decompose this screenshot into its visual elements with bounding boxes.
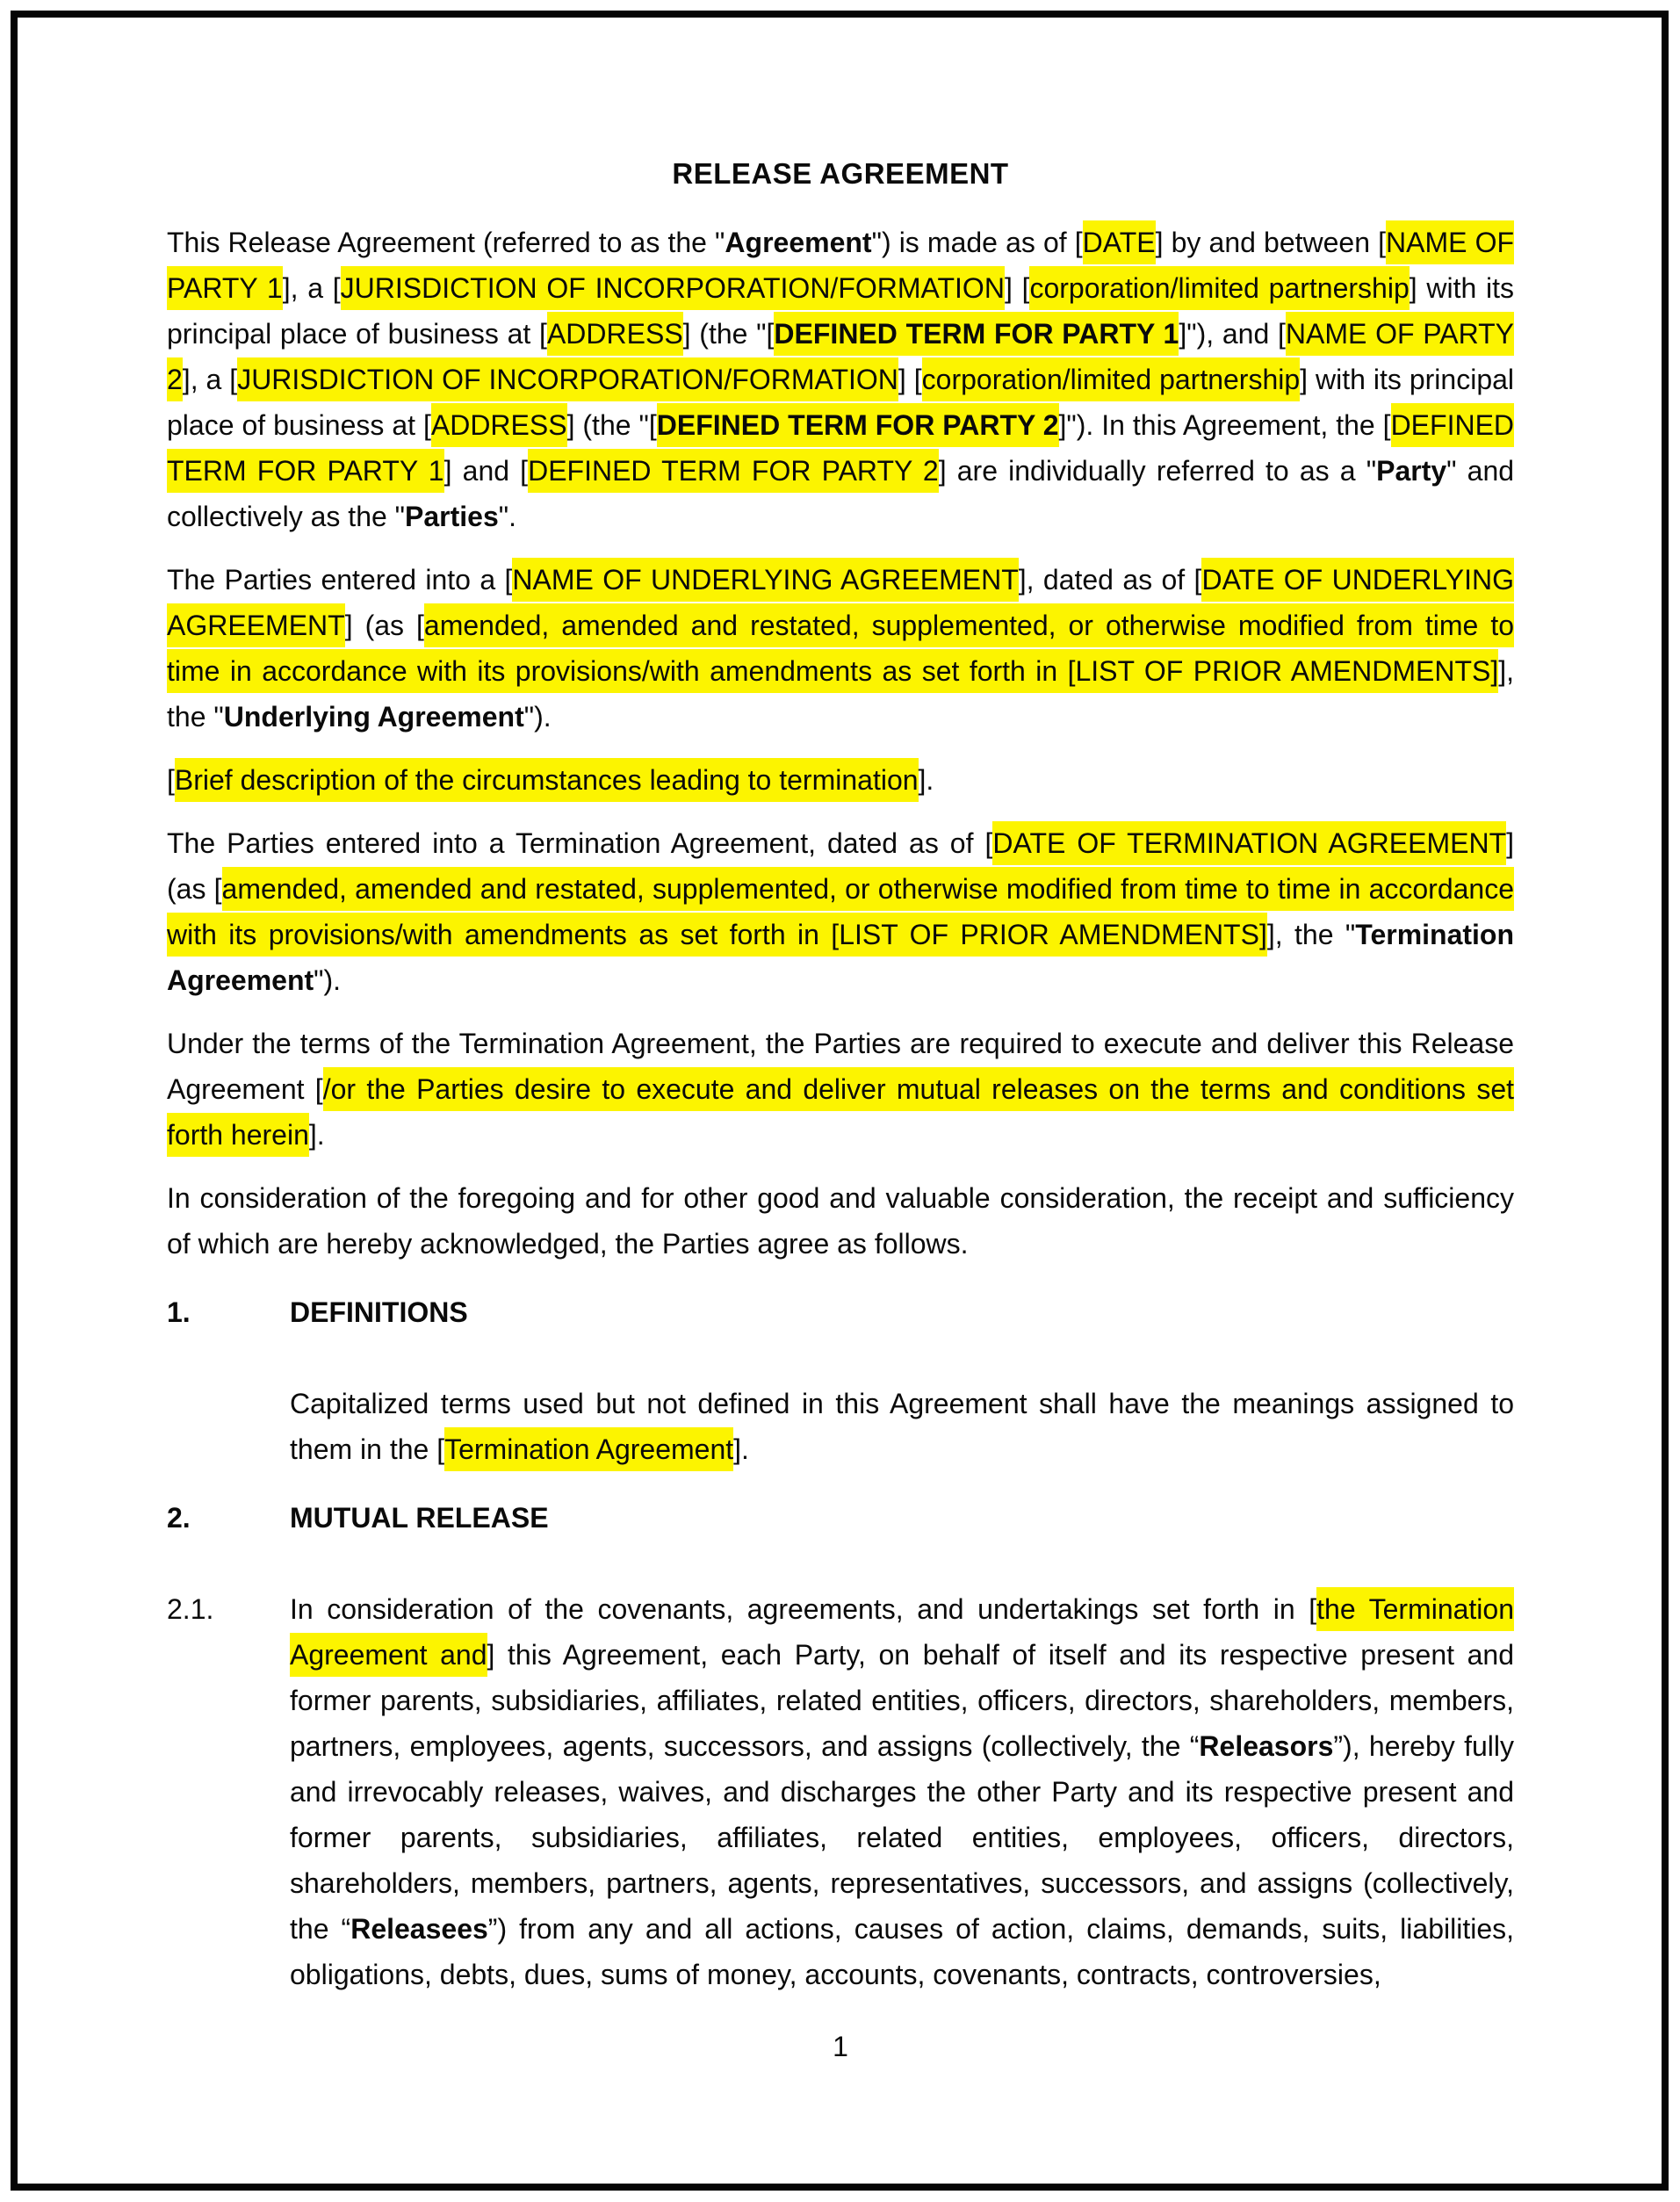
highlighted-placeholder: JURISDICTION OF INCORPORATION/FORMATION	[341, 266, 1005, 310]
text-segment: [	[167, 764, 175, 796]
underlying-agreement-paragraph	[167, 557, 1514, 740]
text-segment: The Parties entered into a Termination Agreement, dated as of [	[167, 827, 993, 859]
text-segment: ] [	[898, 364, 922, 395]
text-segment: ], dated as of [	[1018, 564, 1202, 596]
text-segment: ] this Agreement, each Party, on behalf of itself and its respective present and former parents, subsidiaries, affiliates, related entities, officers, directors, shareholders, members, partners, employees, agents, successors, and assigns (collectively, the “	[290, 1639, 1515, 1762]
highlighted-placeholder: DATE	[1083, 220, 1156, 264]
highlighted-placeholder: amended, amended and restated, supplemented, or otherwise modified from time to time in accordance with its provisions/with amendments as set forth in [LIST OF PRIOR AMENDMENTS]	[167, 603, 1514, 693]
text-segment: Capitalized terms used but not defined in this Agreement shall have the meanings assigned to them in the [	[290, 1388, 1514, 1465]
defined-term: Underlying Agreement	[223, 701, 524, 733]
section-number: 2.	[167, 1502, 191, 1534]
highlighted-placeholder: DEFINED TERM FOR PARTY 1	[167, 403, 1514, 493]
text-segment: ].	[308, 1119, 325, 1151]
highlighted-placeholder: corporation/limited partnership	[1029, 266, 1409, 310]
highlighted-placeholder: DATE OF TERMINATION AGREEMENT	[992, 821, 1506, 865]
text-segment: ").	[314, 964, 342, 996]
text-segment: This Release Agreement (referred to as the "	[167, 227, 725, 258]
highlighted-placeholder: DEFINED TERM FOR PARTY 2	[657, 403, 1059, 447]
defined-term: Termination Agreement	[167, 919, 1515, 996]
document-content	[18, 18, 1662, 2069]
defined-term: Releasors	[1199, 1730, 1334, 1762]
highlighted-placeholder: corporation/limited partnership	[922, 357, 1301, 401]
section-title: MUTUAL RELEASE	[290, 1502, 549, 1534]
document-body	[167, 220, 1514, 1997]
text-segment: The Parties entered into a [	[167, 564, 513, 596]
clause-2-1	[167, 1586, 1514, 1997]
text-segment: ], the "	[167, 655, 1514, 733]
text-segment: ]"). In this Agreement, the [	[1058, 409, 1391, 441]
highlighted-placeholder: NAME OF UNDERLYING AGREEMENT	[512, 558, 1018, 602]
text-segment: ”) from any and all actions, causes of action, claims, demands, suits, liabilities, obligations, debts, dues, sums of money, accounts, covenants, contracts, controversies,	[290, 1913, 1515, 1990]
section-number: 1.	[167, 1296, 191, 1328]
text-segment: ], a [	[182, 364, 238, 395]
highlighted-placeholder: DATE OF UNDERLYING AGREEMENT	[167, 558, 1514, 647]
defined-term: Party	[1376, 455, 1447, 487]
clause-number: 2.1.	[167, 1593, 214, 1625]
termination-agreement-paragraph	[167, 820, 1514, 1003]
highlighted-placeholder: Termination Agreement	[444, 1427, 733, 1471]
highlighted-placeholder: DEFINED TERM FOR PARTY 2	[528, 449, 939, 493]
highlighted-placeholder: ADDRESS	[431, 403, 567, 447]
text-segment: ].	[918, 764, 934, 796]
clause-text	[290, 1586, 1514, 1997]
text-segment: ], the "	[1266, 919, 1356, 950]
text-segment: ”), hereby fully and irrevocably releases, waives, and discharges the other Party and its respective present and former parents, subsidiaries, affiliates, related entities, employees, officers, directors, shareholders, members, partners, agents, representatives, successors, and assigns (collectively, the “	[290, 1730, 1515, 1945]
defined-term: Agreement	[725, 227, 872, 258]
text-segment: " and collectively as the "	[167, 455, 1515, 532]
intro-paragraph	[167, 220, 1514, 539]
text-segment: ], a [	[282, 272, 341, 304]
highlighted-placeholder: Brief description of the circumstances leading to termination	[175, 758, 919, 802]
text-segment: ]"), and [	[1179, 318, 1286, 350]
execute-deliver-paragraph	[167, 1021, 1514, 1158]
highlighted-placeholder: amended, amended and restated, supplemented, or otherwise modified from time to time in accordance with its provisions/with amendments as set forth in [LIST OF PRIOR AMENDMENTS]	[167, 867, 1514, 957]
text-segment: ] (the "[	[566, 409, 657, 441]
highlighted-placeholder: ADDRESS	[547, 312, 683, 356]
defined-term: Parties	[405, 501, 499, 532]
text-segment: ] (as [	[344, 610, 424, 641]
text-segment: ] with its principal place of business at [	[167, 364, 1515, 441]
definitions-paragraph	[290, 1381, 1514, 1472]
circumstances-paragraph	[167, 757, 1514, 803]
text-segment: ] [	[1004, 272, 1030, 304]
text-segment: ").	[523, 701, 552, 733]
highlighted-placeholder: the Termination Agreement and	[290, 1587, 1514, 1677]
highlighted-placeholder: NAME OF PARTY 1	[167, 220, 1514, 310]
consideration-paragraph	[167, 1175, 1514, 1267]
text-segment: Under the terms of the Termination Agreement, the Parties are required to execute and deliver this Release Agreement [	[167, 1028, 1514, 1105]
text-segment: ] (as [	[167, 827, 1515, 905]
text-segment: ] and [	[443, 455, 529, 487]
text-segment: ] (the "[	[682, 318, 775, 350]
text-segment: ") is made as of [	[871, 227, 1083, 258]
section-title: DEFINITIONS	[290, 1296, 468, 1328]
page-number: 1	[833, 2031, 848, 2062]
highlighted-placeholder: NAME OF PARTY 2	[167, 312, 1514, 401]
text-segment: ] with its principal place of business at [	[167, 272, 1515, 350]
text-segment: In consideration of the covenants, agreements, and undertakings set forth in [	[290, 1593, 1317, 1625]
text-segment: ].	[733, 1433, 749, 1465]
text-segment: ] by and between [	[1155, 227, 1387, 258]
text-segment: ] are individually referred to as a "	[938, 455, 1377, 487]
text-segment: In consideration of the foregoing and for other good and valuable consideration, the receipt and sufficiency of which are hereby acknowledged, the Parties agree as follows.	[167, 1182, 1514, 1260]
highlighted-placeholder: /or the Parties desire to execute and deliver mutual releases on the terms and conditions set forth herein	[167, 1067, 1514, 1157]
highlighted-placeholder: JURISDICTION OF INCORPORATION/FORMATION	[237, 357, 898, 401]
document-title: RELEASE AGREEMENT	[672, 157, 1009, 190]
section-1-heading	[167, 1289, 1514, 1335]
document-page	[11, 11, 1669, 2191]
defined-term: Releasees	[350, 1913, 488, 1945]
highlighted-placeholder: DEFINED TERM FOR PARTY 1	[774, 312, 1179, 356]
text-segment: ".	[498, 501, 517, 532]
section-2-heading	[167, 1495, 1514, 1541]
